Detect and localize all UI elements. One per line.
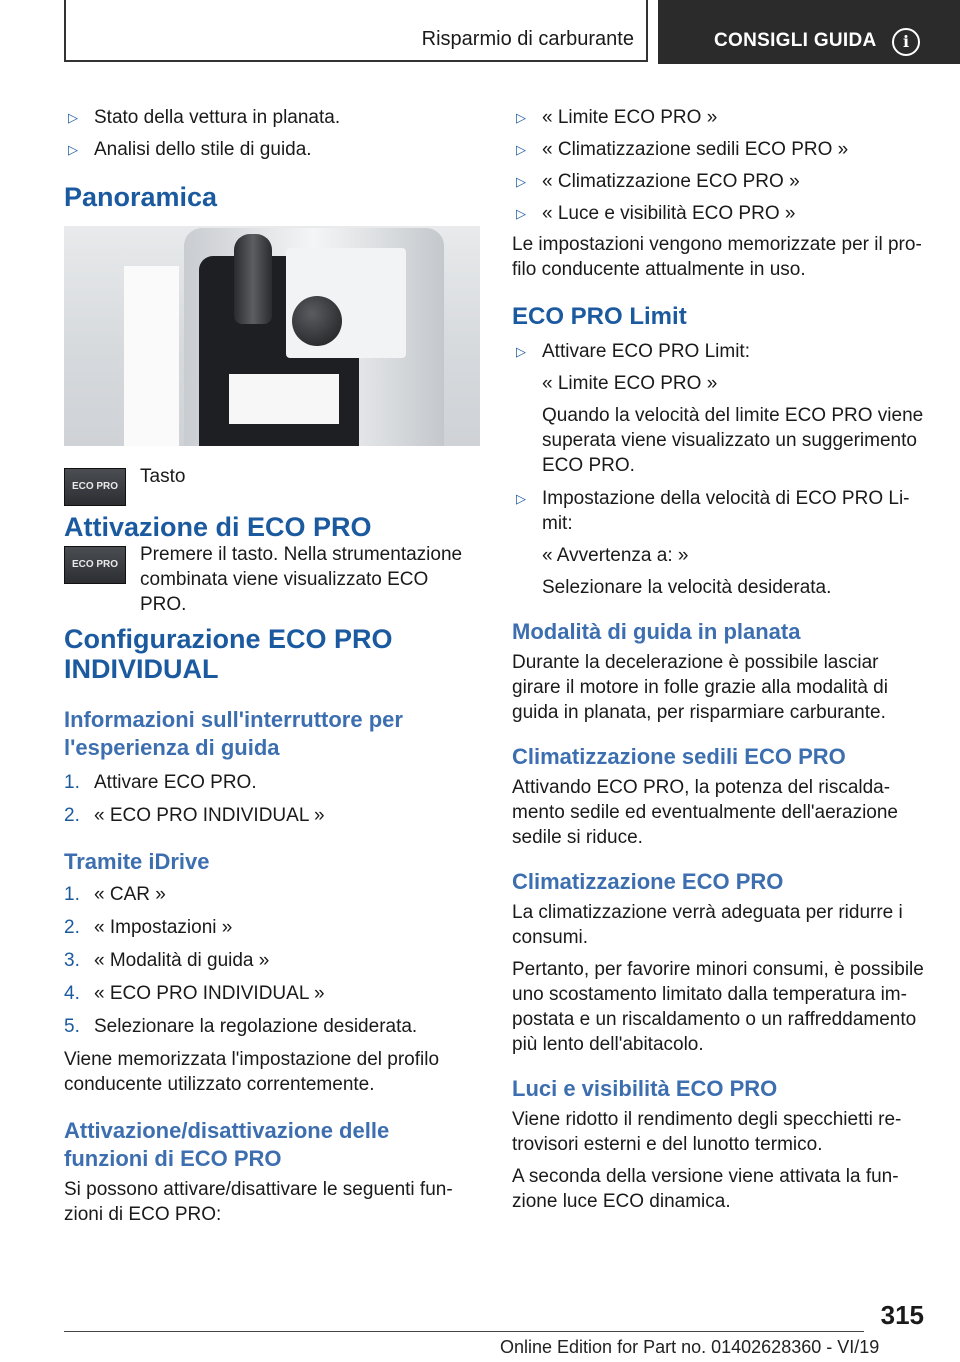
list-item: 2. « ECO PRO INDIVIDUAL » — [64, 805, 325, 826]
list-item: ▷ « Limite ECO PRO » — [516, 107, 718, 128]
list-item: ▷ Analisi dello stile di guida. — [68, 139, 312, 160]
sub-item: « Avvertenza a: » — [542, 545, 689, 566]
heading-idrive: Tramite iDrive — [64, 849, 210, 874]
triangle-bullet-icon: ▷ — [68, 110, 78, 125]
list-item: 1. Attivare ECO PRO. — [64, 772, 257, 793]
planata-text: Durante la decelerazione è possibile lasciar girare il motore in folle grazie alla modalità di guida in planata, per risparmiare carburante. — [512, 652, 888, 723]
sedili-text: Attivando ECO PRO, la potenza del riscaldamento sedile ed eventualmente dell'aerazione sedile si riduce. — [512, 777, 898, 848]
list-item: ▷ Attivare ECO PRO Limit: — [516, 341, 750, 362]
triangle-bullet-icon: ▷ — [516, 206, 526, 221]
attivazione-block — [64, 544, 480, 615]
eco-pro-button-image: ECO PRO — [64, 468, 126, 506]
triangle-bullet-icon: ▷ — [516, 174, 526, 189]
list-item: ▷ Impostazione della velocità di ECO PRO Limit: — [516, 488, 910, 534]
gear-lever-image — [234, 234, 272, 324]
right-column — [512, 100, 928, 1214]
idrive-knob-image — [292, 296, 342, 346]
heading-configurazione: Configurazione ECO PRO INDIVIDUAL — [64, 624, 393, 684]
heading-clima: Climatizzazione ECO PRO — [512, 869, 784, 894]
heading-panoramica: Panoramica — [64, 182, 218, 212]
eco-pro-button-image: ECO PRO — [64, 546, 126, 584]
clima-text-2: Pertanto, per favorire minori consumi, è possibile uno scostamento limitato dalla temperatura impostata e un riscaldamento o un raffreddamento più lento dell'abitacolo. — [512, 959, 924, 1055]
heading-informazioni: Informazioni sull'interruttore per l'esperienza di guida — [64, 707, 403, 760]
section-title: Risparmio di carburante — [421, 28, 634, 50]
chapter-title: CONSIGLI GUIDA — [714, 30, 877, 51]
page-header — [64, 0, 960, 64]
memorizzata-text: Viene memorizzata l'impostazione del profilo conducente utilizzato correntemente. — [64, 1049, 440, 1095]
sub-item: « Limite ECO PRO » — [542, 373, 718, 394]
triangle-bullet-icon: ▷ — [68, 142, 78, 157]
triangle-bullet-icon: ▷ — [516, 344, 526, 359]
heading-luci: Luci e visibilità ECO PRO — [512, 1076, 778, 1101]
attdis-text: Si possono attivare/disattivare le seguenti funzioni di ECO PRO: — [64, 1179, 453, 1225]
button-legend — [64, 466, 480, 526]
list-item: 4. « ECO PRO INDIVIDUAL » — [64, 983, 325, 1004]
impostazioni-text: Le impostazioni vengono memorizzate per il profilo conducente attualmente in uso. — [512, 234, 922, 280]
luci-text-2: A seconda della versione viene attivata la funzione luce ECO dinamica. — [512, 1166, 899, 1212]
footer-edition: Online Edition for Part no. 01402628360 - VI/19 — [500, 1337, 880, 1357]
heading-planata: Modalità di guida in planata — [512, 619, 801, 644]
button-caption: Tasto — [140, 466, 186, 487]
footer-divider — [64, 1331, 864, 1332]
list-item: 3. « Modalità di guida » — [64, 950, 270, 971]
heading-eco-pro-limit: ECO PRO Limit — [512, 303, 687, 330]
sub-item: Quando la velocità del limite ECO PRO viene superata viene visualizzato un suggerimento ECO PRO. — [542, 405, 924, 476]
heading-attivazione: Attivazione di ECO PRO — [64, 512, 372, 542]
list-item: ▷ « Climatizzazione ECO PRO » — [516, 171, 800, 192]
list-item: ▷ « Luce e visibilità ECO PRO » — [516, 203, 796, 224]
triangle-bullet-icon: ▷ — [516, 142, 526, 157]
list-item: 5. Selezionare la regolazione desiderata. — [64, 1016, 418, 1037]
list-item: ▷ « Climatizzazione sedili ECO PRO » — [516, 139, 849, 160]
triangle-bullet-icon: ▷ — [516, 491, 526, 506]
list-item: 1. « CAR » — [64, 884, 166, 905]
heading-sedili: Climatizzazione sedili ECO PRO — [512, 744, 846, 769]
triangle-bullet-icon: ▷ — [516, 110, 526, 125]
clima-text-1: La climatizzazione verrà adeguata per ridurre i consumi. — [512, 902, 903, 948]
sub-item: Selezionare la velocità desiderata. — [542, 577, 832, 598]
console-photo — [64, 226, 480, 446]
section-tab — [64, 0, 648, 62]
attivazione-text: Premere il tasto. Nella strumentazione combinata viene visualizzato ECO PRO. — [140, 544, 463, 615]
list-item: ▷ Stato della vettura in planata. — [68, 107, 341, 128]
chapter-tab — [658, 0, 960, 64]
luci-text-1: Viene ridotto il rendimento degli specchietti retrovisori esterni e del lunotto termico. — [512, 1109, 902, 1155]
info-icon: i — [892, 28, 920, 56]
heading-attivazione-disattivazione: Attivazione/disattivazione delle funzioni di ECO PRO — [64, 1118, 390, 1171]
left-column — [64, 100, 480, 1227]
list-item: 2. « Impostazioni » — [64, 917, 233, 938]
page-number: 315 — [880, 1300, 924, 1330]
